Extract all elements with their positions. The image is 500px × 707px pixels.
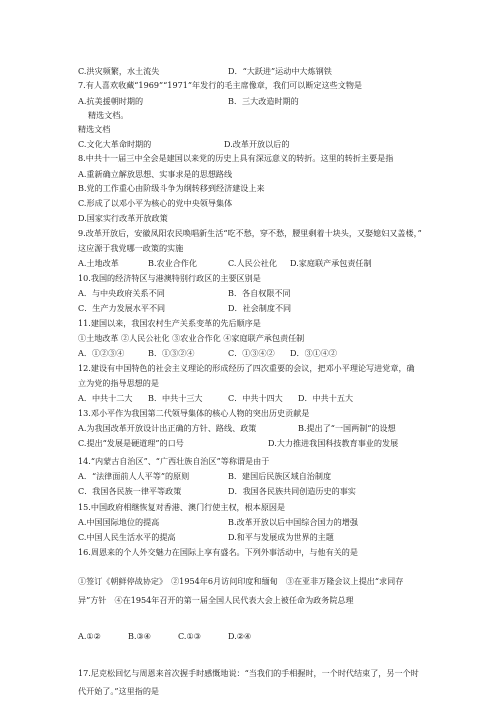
question-11: 11.建国以来，我国农村生产关系变革的先后顺序是: [78, 318, 261, 328]
text-line: C.洪灾频繁，水土流失: [78, 66, 160, 76]
option: B.改革开放以后中国综合国力的增强: [228, 517, 358, 527]
question-8: 8.中共十一届三中全会是建国以来党的历史上具有深远意义的转折。这里的转折主要是指: [78, 153, 394, 163]
option: D.改革开放以后的: [224, 139, 290, 149]
option: C．我国各民族一律平等政策: [78, 486, 182, 496]
option: D．社会制度不同: [228, 303, 292, 313]
option: C．生产力发展水平不同: [78, 303, 166, 313]
question-15: 15.中国政府相继恢复对香港、澳门行使主权，根本原因是: [78, 502, 286, 512]
option: A.重新确立解放思想、实事求是的思想路线: [78, 169, 233, 179]
question-12: 12.建设有中国特色的社会主义理论的形成经历了四次重要的会议，把邓小平理论写进党章，确: [78, 363, 415, 373]
option: D.②④: [228, 631, 252, 641]
option: A.①②: [78, 631, 101, 641]
text-line: ①土地改革 ②人民公社化 ③农业合作化 ④家庭联产承包责任制: [78, 333, 305, 343]
option: B.农业合作化: [148, 258, 197, 268]
option: D.家庭联产承包责任制: [290, 258, 372, 268]
option: B．各自权限不同: [228, 288, 291, 298]
question-7: 7.有人喜欢收藏“1969”“1971”年发行的毛主席像章，我们可以断定这些文物是: [78, 80, 363, 90]
option: A．与中央政府关系不同: [78, 288, 165, 298]
option: C.形成了以邓小平为核心的党中央领导集体: [78, 198, 233, 208]
text-line: 这应源于我党哪一政策的实施: [78, 243, 184, 253]
option: B.党的工作重心由阶级斗争为纲转移到经济建设上来: [78, 183, 265, 193]
option: C.文化大革命时期的: [78, 139, 152, 149]
question-10: 10.我国的经济特区与港澳特别行政区的主要区别是: [78, 273, 261, 283]
option: B．①③②④: [148, 348, 195, 358]
question-14: 14.“内蒙古自治区”、“广西壮族自治区”等称谓是由于: [78, 456, 270, 466]
option: C.提出“发展是硬道理”的口号: [78, 438, 184, 448]
text-line: 立为党的指导思想的是: [78, 378, 159, 388]
text-line: 精选文档: [78, 124, 111, 134]
option: D．中共十五大: [298, 393, 354, 403]
option: C．中共十四大: [228, 393, 283, 403]
option: A.中国国际地位的提高: [78, 517, 160, 527]
option: C.人民公社化: [228, 258, 277, 268]
text-line: ①签订《朝鲜停战协定》 ②1954年6月访问印度和缅甸 ③在亚非万隆会议上提出“求同存: [78, 576, 404, 586]
option: A.土地改革: [78, 258, 119, 268]
option: A．“法律面前人人平等”的原则: [78, 471, 190, 481]
text-line: D．“大跃进”运动中大炼钢铁: [228, 66, 332, 76]
option: B．建国后民族区域自治制度: [228, 471, 332, 481]
option: B．中共十三大: [148, 393, 203, 403]
text-line: 代开始了。”这里指的是: [78, 686, 160, 696]
text-line: 异”方针 ④在1954年召开的第一届全国人民代表大会上被任命为政务院总理: [78, 595, 354, 605]
option: D．③①④②: [290, 348, 337, 358]
option: C.①③: [178, 631, 201, 641]
option: A．①②③④: [78, 348, 125, 358]
option: D.国家实行改革开放政策: [78, 213, 168, 223]
option: C．①③④②: [228, 348, 275, 358]
option: A.抗美援朝时期的: [78, 96, 144, 106]
option: D．我国各民族共同创造历史的事实: [228, 486, 356, 496]
option: D.大力推进我国科技教育事业的发展: [268, 438, 399, 448]
question-9: 9.改革开放后，安徽凤阳农民唤唱新生活“吃不愁，穿不愁，腰里剩着十块头，又娶媳妇又盖楼，”: [78, 228, 422, 238]
option: B.③④: [128, 631, 152, 641]
question-13: 13.邓小平作为我国第二代领导集体的核心人物的突出历史贡献是: [78, 408, 310, 418]
option: A.为我国改革开放设计出正确的方针、路线、政策: [78, 423, 257, 433]
option: B．三大改造时期的: [228, 96, 299, 106]
option: C.中国人民生活水平的提高: [78, 532, 176, 542]
text-line: 精选文档。: [88, 110, 129, 120]
option: B.提出了“一国两制”的设想: [298, 423, 396, 433]
option: D.和平与发展成为世界的主题: [228, 532, 334, 542]
question-17: 17.尼克松回忆与周恩来首次握手时感慨地说：“当我们的手相握时，一个时代结束了，另一个时: [78, 668, 419, 678]
option: A．中共十二大: [78, 393, 133, 403]
question-16: 16.周恩来的个人外交魅力在国际上享有盛名。下列外事活动中，与他有关的是: [78, 547, 358, 557]
